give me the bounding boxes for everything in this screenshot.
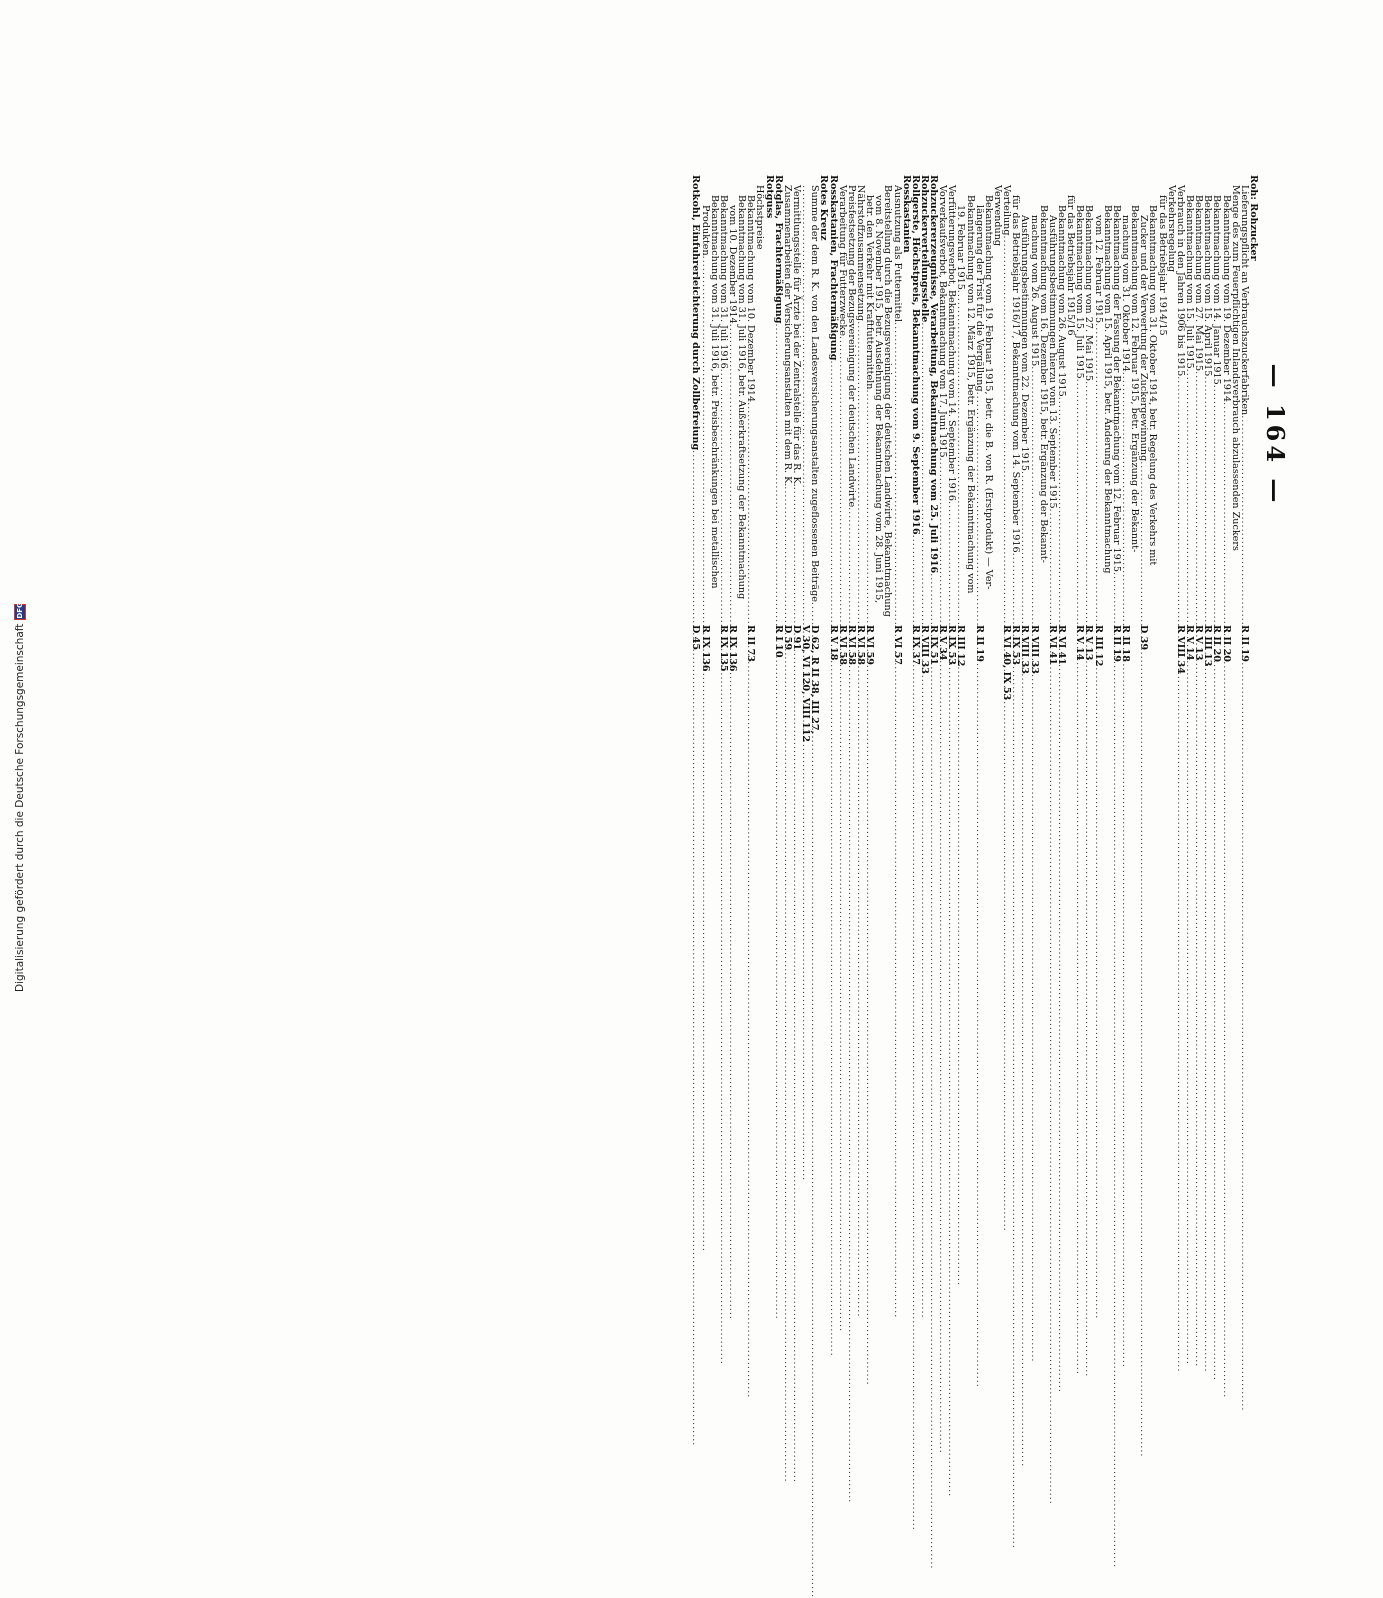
entry-text: Bekanntmachung vom 10. Dezember 1914	[745, 195, 757, 403]
entry-text: Bekanntmachung vom 19. Februar 1915, betr. die B. von R. (Erstprodukt) — Ver-	[982, 195, 994, 590]
entry-reference: D 39	[1138, 625, 1150, 651]
index-entry	[874, 175, 883, 695]
entry-reference: R IX 136	[699, 625, 711, 672]
entry-text: Höchstpreise	[754, 185, 766, 250]
entry-text: Bekanntmachung vom 19. Dezember 1914	[1220, 195, 1232, 403]
entry-text: Rohzuckererzeugnisse, Verarbeitung, Bekanntmachung vom 25. Juli 1916	[928, 175, 940, 574]
entry-reference: R IX 53	[946, 625, 958, 665]
leader-dots	[1084, 381, 1093, 619]
entry-reference: R I 10	[772, 625, 784, 658]
index-entry	[1240, 175, 1249, 695]
entry-text: machung vom 31. Oktober 1914	[1120, 215, 1132, 372]
entry-text: Menge des zum Feuerpflichtigen Inlandsverbrauch abzulassenden Zuckers	[1229, 185, 1241, 551]
leader-dots	[1185, 369, 1194, 619]
entry-text: Bekanntmachung vom 31. Juli 1916, betr. Preisbeschränkungen bei metallischen	[708, 195, 720, 589]
index-entry	[800, 175, 812, 743]
index-entry	[1139, 175, 1148, 695]
page-number: — 164 —	[1261, 363, 1290, 507]
index-entry	[783, 175, 792, 695]
index-entry	[1112, 175, 1121, 695]
entry-reference: R VI 41	[1046, 625, 1058, 665]
entry-text: Rosskastanien, Frachtermäßigung	[827, 175, 839, 361]
entry-reference: R VI 58	[836, 625, 848, 665]
entry-text: Vorverkaufsverbot, Bekanntmachung vom 17. Juni 1915	[937, 185, 949, 458]
entry-text: Rotglas, Frachtermäßigung	[772, 175, 784, 324]
entry-reference: R II 20	[1220, 625, 1232, 662]
entry-reference: R V 14	[1074, 625, 1086, 661]
index-entry	[728, 175, 737, 695]
entry-reference: R V 34	[937, 625, 949, 661]
index-entry	[828, 175, 837, 695]
index-entry	[856, 175, 865, 695]
leader-dots	[1002, 235, 1011, 619]
entry-text: Bekanntmachung vom 31. Juli 1916, betr. Außerkraftsetzung der Bekanntmachung	[736, 195, 748, 600]
index-entries	[690, 175, 1259, 743]
entry-text: Ausführungsbestimmungen vom 22. Dezember 1915	[1019, 215, 1031, 471]
index-entry	[792, 175, 801, 695]
index-entry	[1157, 175, 1166, 695]
index-entry	[956, 175, 965, 695]
entry-text: Zusammenarbeiten der Versicherungsanstalten mit dem R. K.	[781, 185, 793, 487]
index-entry	[1048, 175, 1057, 695]
index-entry	[774, 175, 783, 695]
entry-reference: R VI 59	[864, 625, 876, 665]
leader-dots	[719, 369, 728, 619]
entry-reference: R III 12	[1092, 625, 1104, 667]
index-entry	[746, 175, 755, 695]
entry-reference: R IX 51	[928, 625, 940, 665]
index-entry	[1212, 175, 1221, 695]
entry-text: Bekanntmachung vom 31. Oktober 1914, betr. Regelung des Verkehrs mit	[1147, 205, 1159, 566]
entry-text: für das Betriebsjahr 1915/16	[1065, 195, 1077, 336]
leader-dots	[975, 392, 984, 619]
entry-text: Rotes Kreuz	[818, 175, 830, 241]
entry-text: Ausnutzung als Futtermittel	[891, 185, 903, 323]
leader-dots	[1203, 376, 1212, 619]
entry-text: Bekanntmachung vom 15. Juli 1915	[1184, 195, 1196, 369]
entry-text: Bekanntmachung vom 27. Mai 1915	[1193, 195, 1205, 372]
index-entry	[691, 175, 700, 695]
leader-dots	[774, 323, 783, 619]
index-entry	[1001, 175, 1013, 701]
entry-reference: R III 13	[1202, 625, 1214, 667]
index-entry	[1203, 175, 1212, 695]
entry-reference: R III 12	[955, 625, 967, 667]
entry-text: Preisfestsetzung der Bezugsvereinigung der deutschen Landwirte	[845, 185, 857, 508]
entry-text: Verkehrsregelung	[1165, 185, 1177, 273]
index-entry	[947, 175, 956, 695]
entry-text: 19. Februar 1915	[955, 205, 967, 290]
funding-note-text: Digitalisierung gefördert durch die Deutsche Forschungsgemeinschaft	[14, 623, 26, 992]
digitization-note	[14, 604, 26, 992]
index-entry	[1020, 175, 1029, 695]
index-entry	[865, 175, 874, 695]
entry-text: Bereitstellung durch die Bezugsvereinigung der deutschen Landwirte, Bekanntmachung	[882, 185, 894, 617]
leader-dots	[1075, 379, 1084, 619]
leader-dots	[1020, 471, 1029, 619]
entry-reference: R VIII 34	[1174, 625, 1186, 674]
entry-text: Rollgerste, Höchstpreis, Bekanntmachung vom 9. September 1916	[909, 175, 921, 535]
leader-dots	[920, 322, 929, 619]
entry-text: Zucker und der Verwertung der Zuckergewinnung	[1138, 215, 1150, 462]
index-entry	[1011, 175, 1020, 695]
entry-text: vom 10. Dezember 1914	[726, 205, 738, 324]
entry-text: für das Betriebsjahr 1916/17, Bekanntmachung vom 14. September 1916	[1010, 195, 1022, 553]
index-entry	[1084, 175, 1093, 695]
entry-reference: R IX 136	[726, 625, 738, 672]
index-entry	[1221, 175, 1230, 695]
leader-dots	[856, 321, 865, 619]
entry-text: Rotguss	[763, 175, 775, 219]
dfg-logo: DFG	[16, 602, 24, 619]
index-entry	[1093, 175, 1102, 695]
entry-reference: R II 20	[1211, 625, 1223, 662]
entry-text: Roh: Rohzucker	[1248, 175, 1259, 261]
entry-reference: R V 13	[1083, 625, 1095, 661]
entry-text: Bekanntmachung vom 26. August 1915	[1056, 205, 1068, 397]
leader-dots	[801, 185, 810, 619]
index-entry	[1057, 175, 1066, 695]
index-entry	[847, 175, 856, 695]
entry-reference: R II 19	[1110, 625, 1122, 662]
leader-dots	[700, 256, 709, 619]
index-entry	[838, 175, 847, 695]
entry-text: Verteilung	[1001, 185, 1013, 236]
leader-dots	[911, 535, 920, 619]
entry-text: vom 12. Februar 1915	[1092, 215, 1104, 324]
entry-reference: R II 19	[1238, 625, 1250, 662]
entry-text: Vermittlungsstelle für Ärzte bei der Zentralstelle für das R. K.	[790, 185, 802, 487]
entry-reference: R VIII 33	[1028, 625, 1040, 674]
entry-reference: R VI 58	[845, 625, 857, 665]
leader-dots	[892, 322, 901, 619]
index-entry	[755, 175, 764, 695]
index-entry	[700, 175, 709, 695]
entry-reference: R VI 57	[891, 625, 903, 665]
leader-dots	[1176, 376, 1185, 619]
leader-dots	[1121, 372, 1130, 619]
leader-dots	[1112, 572, 1121, 619]
leader-dots	[1240, 415, 1249, 619]
entry-text: Bekanntmachung vom 16. Dezember 1915, betr. Ergänzung der Bekannt-	[1037, 205, 1049, 563]
entry-reference: R IX 37	[909, 625, 921, 665]
index-entry	[883, 175, 892, 695]
entry-reference: D 62, R II 38, III 27,	[809, 625, 821, 734]
index-entry	[929, 175, 938, 695]
index-entry	[984, 175, 993, 695]
index-entry	[719, 175, 728, 695]
entry-text: Verarbeitung für Futterzwecke	[836, 185, 848, 336]
entry-reference: R VI 40, IX 53	[1001, 625, 1013, 701]
entry-reference: R II 19	[973, 625, 985, 662]
leader-dots	[728, 324, 737, 619]
leader-dots	[1194, 371, 1203, 619]
entry-text: Rosskastanien	[900, 175, 912, 253]
index-entry	[892, 175, 901, 695]
leader-dots	[1048, 509, 1057, 619]
leader-dots	[838, 336, 847, 619]
index-entry	[1075, 175, 1084, 695]
leader-dots	[1093, 323, 1102, 619]
entry-text: vom 8. November 1915, betr. Ausdehnung der Bekanntmachung vom 28. Juni 1915,	[873, 195, 885, 604]
leader-dots	[691, 450, 700, 619]
entry-reference: R VI 58	[854, 625, 866, 665]
index-entry	[1176, 175, 1185, 695]
leader-dots	[1221, 402, 1230, 619]
entry-text: Bekanntmachung vom 14. Januar 1915	[1211, 195, 1223, 385]
entry-reference: R V 18	[827, 625, 839, 661]
entry-text: Bekanntmachung vom 12. Februar 1915, betr. Ergänzung der Bekannt-	[1129, 205, 1141, 553]
leader-dots	[783, 486, 792, 619]
entry-text: Summe der dem R. K. von den Landesversicherungsanstalten zugeflossenen Beiträge	[809, 185, 821, 602]
entry-text: Bekanntmachung vom 27. Mai 1915	[1083, 205, 1095, 382]
entry-reference: D 91	[790, 625, 802, 651]
entry-text: für das Betriebsjahr 1914/15	[1156, 195, 1168, 336]
entry-text: Rohzuckerverteilungsstelle	[918, 175, 930, 323]
entry-text: Bekanntmachung vom 12. März 1915, betr. Ergänzung der Bekanntmachung vom	[964, 195, 976, 594]
entry-text: längerung der Frist für die Vergällung	[973, 205, 985, 392]
entry-text: Verbrauch in den Jahren 1906 bis 1915	[1174, 185, 1186, 377]
rotated-index-page	[167, 175, 1292, 743]
index-entry	[938, 175, 947, 695]
entry-reference: D 59	[781, 625, 793, 651]
entry-text: Bekanntmachung vom 15. Juli 1915	[1074, 205, 1086, 379]
entry-reference: R V 14	[1184, 625, 1196, 661]
leader-dots	[1057, 397, 1066, 619]
leader-dots	[828, 360, 837, 619]
entry-text: Bekanntmachung vom 15. April 1915	[1202, 195, 1214, 377]
leader-dots	[929, 573, 938, 619]
entry-text: Produkten	[699, 205, 711, 256]
entry-text: Ausführungsbestimmungen hierzu vom 13. September 1915	[1046, 215, 1058, 509]
leader-dots	[1139, 461, 1148, 619]
leader-dots	[746, 402, 755, 619]
entry-reference: R V 13	[1193, 625, 1205, 661]
entry-reference: R VI 41	[1056, 625, 1068, 665]
index-entry	[809, 175, 821, 734]
entry-text: Bekanntmachung vom 15. April 1915, betr. Änderung der Bekanntmachung	[1101, 205, 1113, 574]
leader-dots	[1011, 553, 1020, 619]
index-entry	[1029, 175, 1038, 695]
leader-dots	[810, 602, 819, 619]
entry-reference: D 45	[690, 625, 702, 651]
index-entry	[1185, 175, 1194, 695]
index-entry	[975, 175, 984, 695]
index-entry	[1194, 175, 1203, 695]
entry-text: Verfütterungsverbot, Bekanntmachung vom 14. September 1916	[946, 185, 958, 501]
index-entry	[1121, 175, 1130, 695]
index-entry	[911, 175, 920, 695]
entry-reference: R IX 135	[717, 625, 729, 672]
entry-reference: R VIII 33	[1019, 625, 1031, 674]
leader-dots	[847, 507, 856, 619]
entry-text: Lieferungspflicht an Verbrauchszuckerfabriken	[1238, 185, 1250, 416]
leader-dots	[865, 389, 874, 619]
leader-dots	[938, 458, 947, 619]
leader-dots	[956, 290, 965, 619]
entry-reference: R VIII 33	[918, 625, 930, 674]
entry-reference: R II 18	[1120, 625, 1132, 662]
index-entry	[1249, 175, 1258, 695]
leader-dots	[1029, 366, 1038, 619]
entry-text: Verwendung	[992, 185, 1004, 247]
entry-text: Bekanntmachung der Fassung der Bekanntmachung vom 12. Februar 1915	[1110, 205, 1122, 572]
entry-reference: R IX 53	[1010, 625, 1022, 665]
entry-text: Nährstoffzusammensetzung	[854, 185, 866, 322]
index-entry	[1148, 175, 1157, 695]
entry-text: machung vom 26. August 1915	[1028, 215, 1040, 367]
entry-reference: V 30, VI 120, VIII 112	[800, 625, 812, 743]
index-entry	[920, 175, 929, 695]
entry-text: Rotkohl, Einfuhrerleichterung durch Zollbefreiung	[690, 175, 702, 451]
leader-dots	[947, 501, 956, 619]
entry-reference: R II 73	[745, 625, 757, 662]
leader-dots	[1212, 385, 1221, 619]
entry-text: Bekanntmachung vom 31. Juli 1916	[717, 195, 729, 369]
leader-dots	[792, 487, 801, 619]
entry-text: betr. den Verkehr mit Kraftfuttermitteln	[864, 195, 876, 390]
